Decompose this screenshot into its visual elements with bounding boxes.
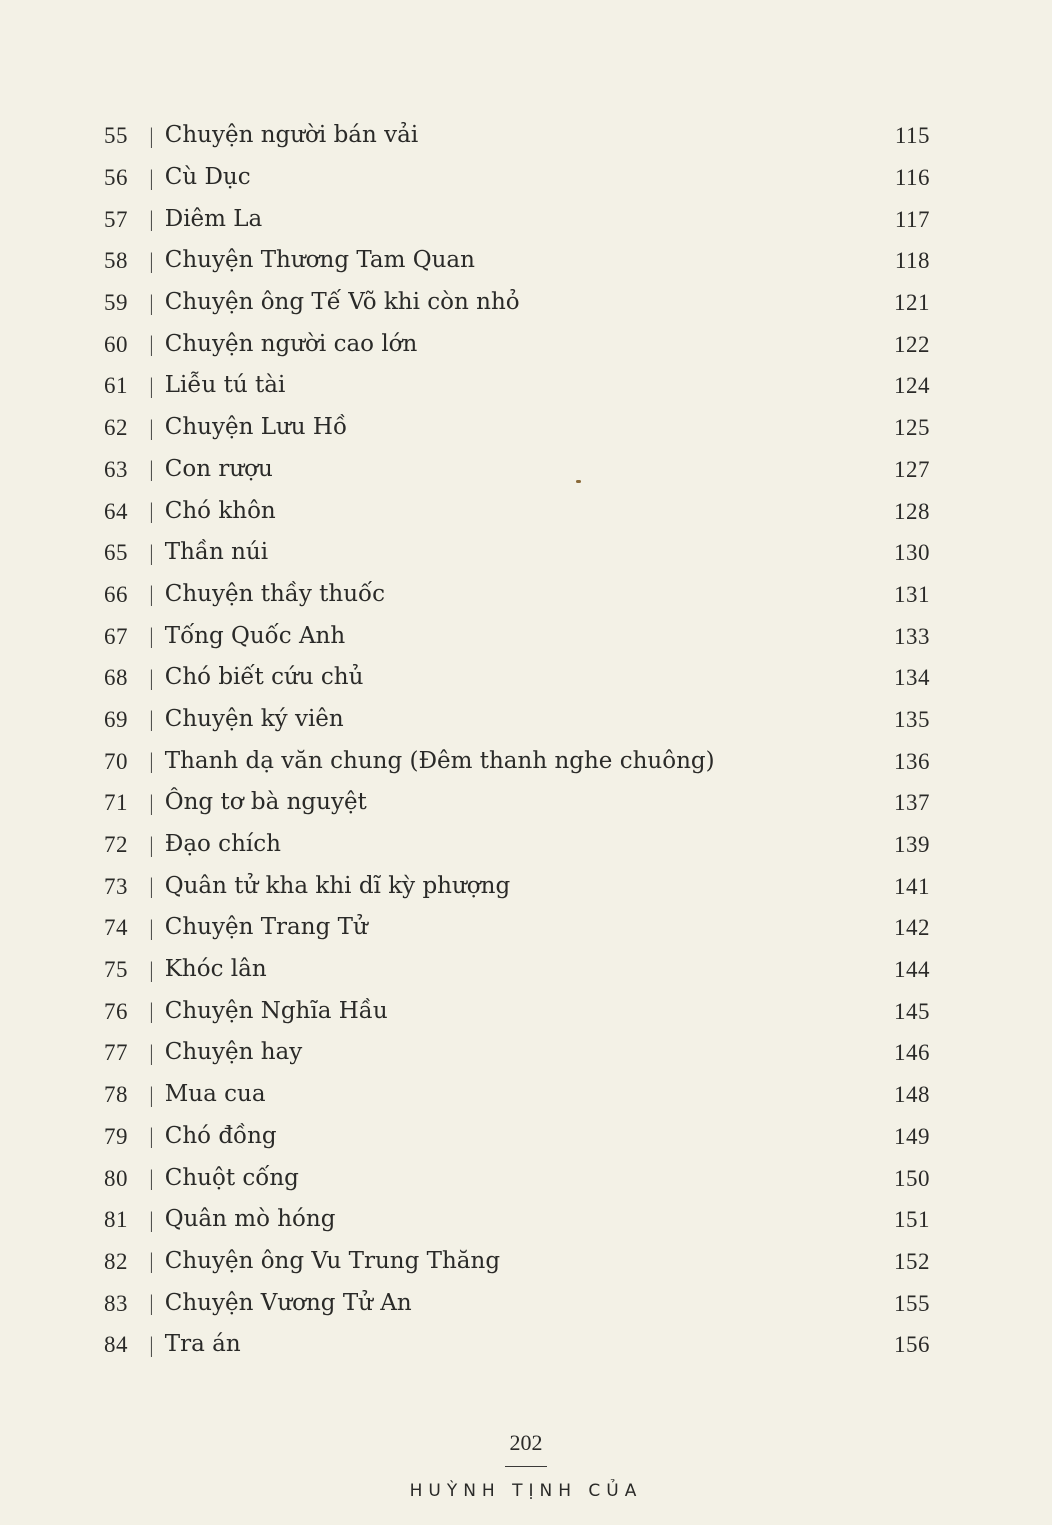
toc-entry-title: Cù Dục (164, 164, 251, 191)
toc-separator: | (148, 1332, 155, 1357)
table-of-contents (104, 115, 934, 1366)
toc-entry (104, 1032, 934, 1074)
toc-entry-number: 72 (104, 832, 128, 858)
toc-entry-title: Chó khôn (164, 497, 276, 524)
toc-entry (104, 824, 934, 866)
toc-entry-number: 71 (104, 790, 128, 816)
toc-entry (104, 1074, 934, 1116)
toc-entry-number: 63 (104, 456, 128, 482)
toc-separator: | (148, 999, 155, 1024)
toc-entry-title: Quân mò hóng (164, 1206, 336, 1233)
toc-separator: | (148, 665, 155, 690)
toc-entry-number: 76 (104, 998, 128, 1024)
toc-entry-page: 115 (894, 123, 930, 149)
toc-entry-number: 55 (104, 123, 128, 149)
toc-entry (104, 949, 934, 991)
toc-separator: | (148, 874, 155, 899)
toc-entry-title: Liễu tú tài (164, 372, 286, 399)
toc-entry-page: 144 (894, 957, 930, 983)
toc-entry-number: 65 (104, 540, 128, 566)
toc-entry (104, 699, 934, 741)
toc-entry-title: Chuyện người bán vải (164, 122, 419, 149)
toc-separator: | (148, 373, 155, 398)
toc-entry (104, 449, 934, 491)
toc-entry-title: Chuyện ông Vu Trung Thăng (164, 1247, 501, 1274)
toc-entry-page: 145 (894, 998, 930, 1024)
toc-entry-title: Chó biết cứu chủ (164, 664, 364, 691)
toc-entry-page: 148 (894, 1082, 930, 1108)
toc-separator: | (148, 790, 155, 815)
toc-separator: | (148, 957, 155, 982)
toc-entry-number: 83 (104, 1290, 128, 1316)
toc-entry-number: 68 (104, 665, 128, 691)
toc-entry-page: 122 (894, 331, 930, 357)
toc-entry-number: 81 (104, 1207, 128, 1233)
toc-separator: | (148, 749, 155, 774)
toc-separator: | (148, 1166, 155, 1191)
toc-entry (104, 657, 934, 699)
toc-entry-title: Chuyện Lưu Hồ (164, 414, 348, 441)
toc-entry-title: Chuyện người cao lớn (164, 330, 418, 357)
toc-separator: | (148, 1124, 155, 1149)
toc-entry-page: 125 (894, 415, 930, 441)
toc-entry-title: Quân tử kha khi dĩ kỳ phượng (164, 872, 511, 899)
toc-entry-title: Chuyện Trang Tử (164, 914, 368, 941)
toc-entry-title: Chuột cống (164, 1164, 299, 1191)
toc-separator: | (148, 624, 155, 649)
toc-entry-page: 151 (894, 1207, 930, 1233)
toc-entry-title: Con rượu (164, 455, 273, 482)
footer-divider (505, 1466, 547, 1467)
toc-entry-title: Chuyện Vương Tử An (164, 1289, 412, 1316)
toc-separator: | (148, 582, 155, 607)
toc-separator: | (148, 332, 155, 357)
toc-entry-page: 150 (894, 1165, 930, 1191)
toc-entry-number: 84 (104, 1332, 128, 1358)
toc-entry-page: 152 (894, 1248, 930, 1274)
toc-entry-number: 57 (104, 206, 128, 232)
toc-entry-number: 82 (104, 1248, 128, 1274)
toc-entry (104, 198, 934, 240)
page-number: 202 (509, 1430, 543, 1455)
toc-entry-page: 128 (894, 498, 930, 524)
toc-entry-page: 155 (894, 1290, 930, 1316)
toc-entry-title: Chó đồng (164, 1122, 277, 1149)
toc-entry (104, 782, 934, 824)
toc-entry-page: 142 (894, 915, 930, 941)
toc-entry-number: 80 (104, 1165, 128, 1191)
toc-entry-page: 130 (894, 540, 930, 566)
toc-entry-number: 75 (104, 957, 128, 983)
toc-entry (104, 115, 934, 157)
toc-entry-page: 133 (894, 623, 930, 649)
toc-entry-number: 62 (104, 415, 128, 441)
toc-separator: | (148, 540, 155, 565)
toc-entry-number: 67 (104, 623, 128, 649)
toc-entry-page: 116 (894, 165, 930, 191)
toc-entry-title: Tra án (164, 1331, 241, 1358)
toc-entry-title: Thanh dạ văn chung (Đêm thanh nghe chuông) (164, 747, 715, 774)
toc-entry-number: 79 (104, 1123, 128, 1149)
toc-entry (104, 240, 934, 282)
toc-entry-page: 131 (894, 581, 930, 607)
toc-separator: | (148, 1249, 155, 1274)
toc-entry (104, 1241, 934, 1283)
toc-separator: | (148, 1207, 155, 1232)
toc-separator: | (148, 832, 155, 857)
toc-entry-page: 135 (894, 706, 930, 732)
toc-separator: | (148, 1082, 155, 1107)
toc-entry-page: 117 (894, 206, 930, 232)
toc-separator: | (148, 915, 155, 940)
toc-entry-number: 58 (104, 248, 128, 274)
toc-entry (104, 574, 934, 616)
toc-entry-page: 141 (894, 873, 930, 899)
toc-entry (104, 1157, 934, 1199)
toc-entry (104, 1324, 934, 1366)
toc-entry (104, 532, 934, 574)
toc-entry-page: 146 (894, 1040, 930, 1066)
toc-entry-title: Chuyện ký viên (164, 705, 344, 732)
toc-separator: | (148, 248, 155, 273)
toc-entry-number: 74 (104, 915, 128, 941)
toc-entry-page: 136 (894, 748, 930, 774)
toc-entry-page: 139 (894, 832, 930, 858)
toc-entry-title: Chuyện Thương Tam Quan (164, 247, 475, 274)
toc-entry-page: 134 (894, 665, 930, 691)
paper-speck (576, 480, 581, 483)
toc-entry-number: 61 (104, 373, 128, 399)
toc-separator: | (148, 207, 155, 232)
toc-separator: | (148, 499, 155, 524)
toc-separator: | (148, 290, 155, 315)
toc-entry-number: 77 (104, 1040, 128, 1066)
toc-entry-title: Tống Quốc Anh (164, 622, 346, 649)
toc-entry (104, 865, 934, 907)
toc-entry-title: Chuyện Nghĩa Hầu (164, 997, 388, 1024)
toc-entry (104, 990, 934, 1032)
toc-entry-title: Diêm La (164, 205, 263, 232)
toc-entry-title: Ông tơ bà nguyệt (164, 789, 367, 816)
toc-entry (104, 282, 934, 324)
toc-separator: | (148, 707, 155, 732)
toc-entry-title: Thần núi (164, 539, 269, 566)
toc-entry (104, 490, 934, 532)
toc-entry-number: 59 (104, 290, 128, 316)
toc-entry-page: 127 (894, 456, 930, 482)
toc-entry (104, 157, 934, 199)
toc-separator: | (148, 1040, 155, 1065)
toc-entry (104, 907, 934, 949)
toc-entry-page: 124 (894, 373, 930, 399)
toc-entry-page: 149 (894, 1123, 930, 1149)
toc-entry-title: Đạo chích (164, 831, 281, 858)
toc-entry-number: 66 (104, 581, 128, 607)
toc-entry-number: 64 (104, 498, 128, 524)
toc-entry (104, 365, 934, 407)
toc-entry-number: 70 (104, 748, 128, 774)
toc-separator: | (148, 165, 155, 190)
toc-entry-number: 69 (104, 706, 128, 732)
toc-entry (104, 1282, 934, 1324)
toc-separator: | (148, 123, 155, 148)
toc-separator: | (148, 457, 155, 482)
toc-separator: | (148, 415, 155, 440)
toc-entry (104, 1116, 934, 1158)
toc-entry-number: 60 (104, 331, 128, 357)
toc-entry-title: Mua cua (164, 1081, 266, 1108)
toc-separator: | (148, 1291, 155, 1316)
running-footer-author: HUỲNH TỊNH CỦA (409, 1481, 643, 1501)
toc-entry-number: 56 (104, 165, 128, 191)
toc-entry-title: Chuyện thầy thuốc (164, 580, 385, 607)
toc-entry-number: 78 (104, 1082, 128, 1108)
toc-entry (104, 1199, 934, 1241)
toc-entry (104, 407, 934, 449)
toc-entry-title: Chuyện hay (164, 1039, 303, 1066)
toc-entry (104, 323, 934, 365)
toc-entry-title: Khóc lân (164, 956, 267, 983)
toc-entry-title: Chuyện ông Tế Võ khi còn nhỏ (164, 289, 520, 316)
toc-entry (104, 615, 934, 657)
toc-entry-page: 156 (894, 1332, 930, 1358)
toc-entry-page: 121 (894, 290, 930, 316)
toc-entry-page: 118 (894, 248, 930, 274)
toc-entry-page: 137 (894, 790, 930, 816)
toc-entry (104, 740, 934, 782)
toc-entry-number: 73 (104, 873, 128, 899)
